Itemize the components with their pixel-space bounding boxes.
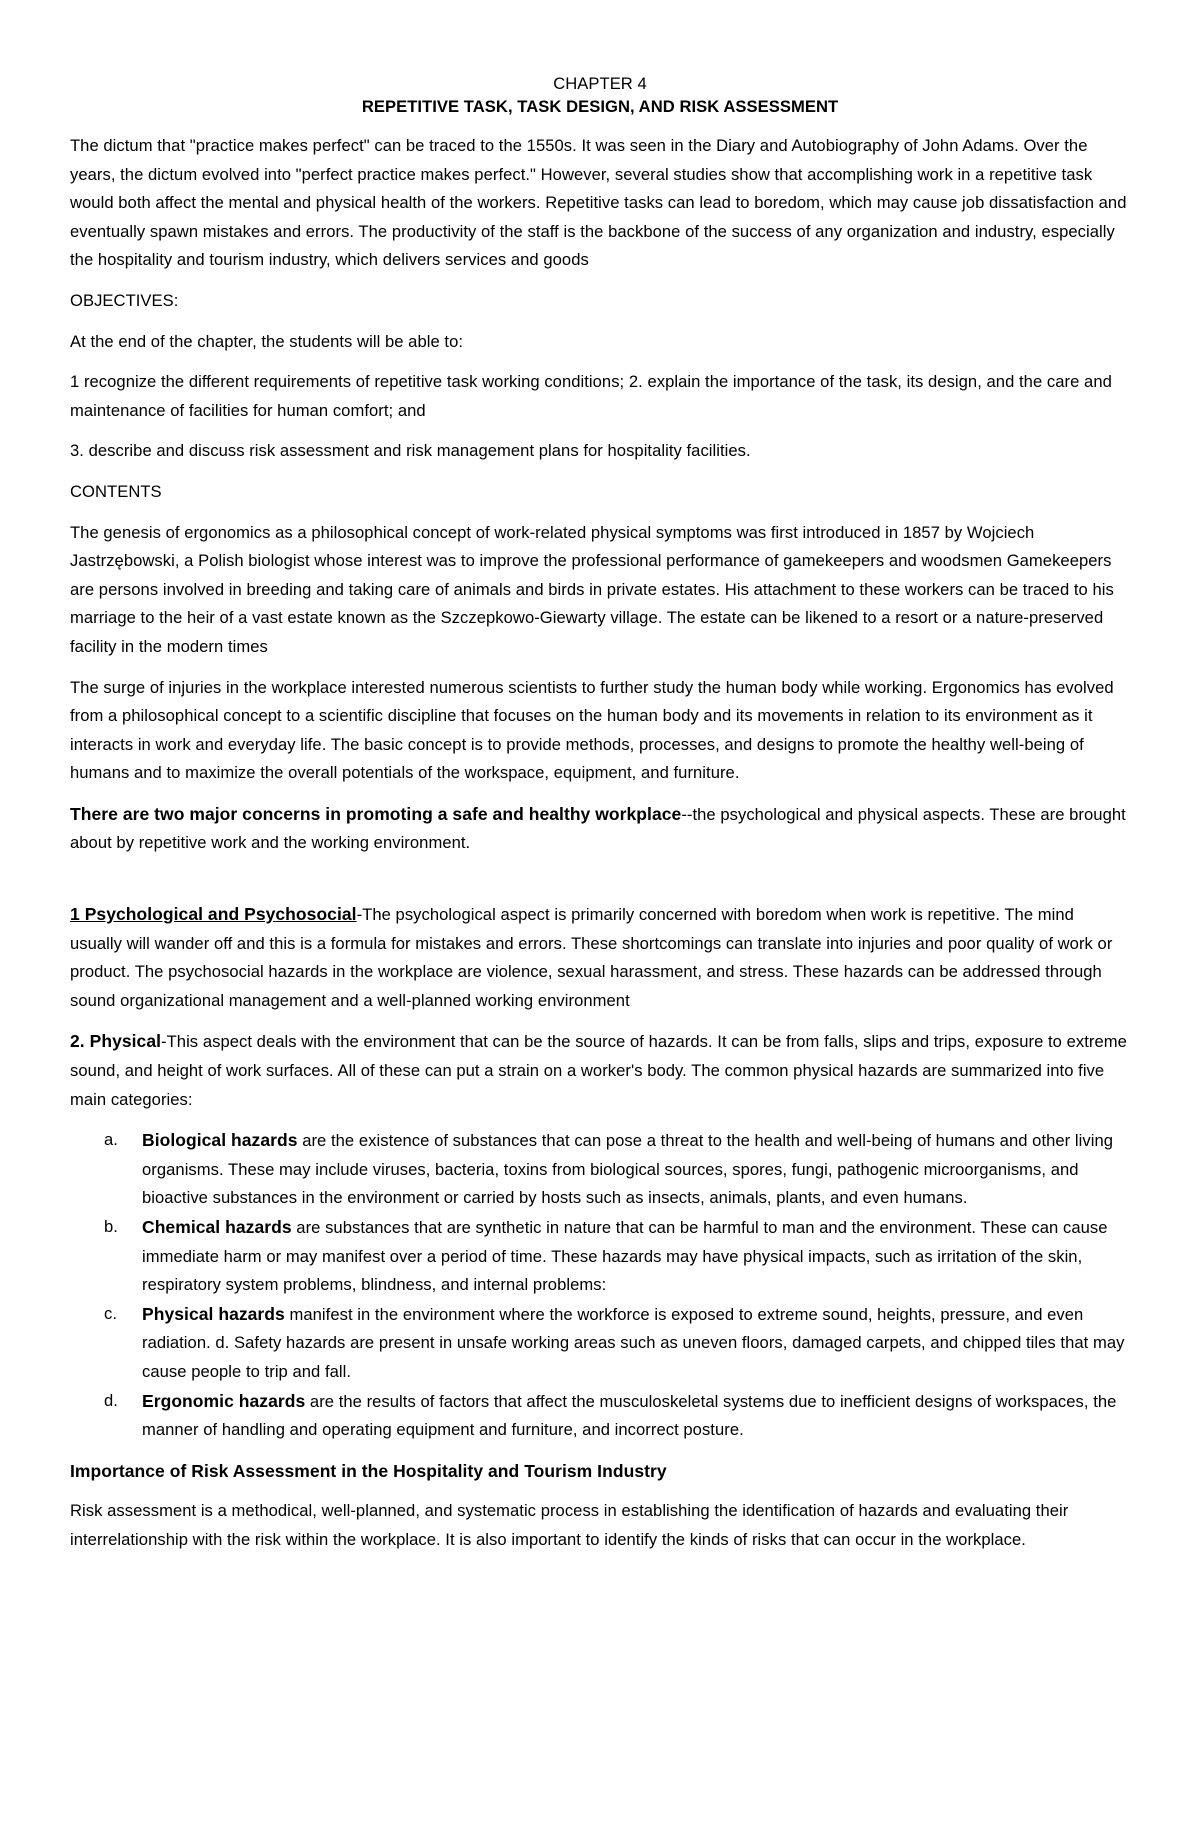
psychological-paragraph (70, 900, 1130, 1015)
concerns-lead: There are two major concerns in promoting a safe and healthy workplace (70, 803, 682, 824)
document-page (70, 74, 1130, 1567)
hazard-item-physical (104, 1300, 1130, 1387)
hazard-term: Chemical hazards (142, 1217, 292, 1237)
risk-heading: Importance of Risk Assessment in the Hospitality and Tourism Industry (70, 1460, 667, 1481)
list-marker: d. (104, 1390, 118, 1410)
hazard-list (70, 1126, 1130, 1445)
psychological-text: -The psychological aspect is primarily concerned with boredom when work is repetitive. The mind usually will wander off and this is a formula for mistakes and errors. These shortcomings can translate into injuries and poor quality of work or product. The psychosocial hazards in the workplace are violence, sexual harassment, and stress. These hazards can be addressed through sound organizational management and a well-planned working environment (70, 905, 1113, 1010)
chapter-label: CHAPTER 4 (553, 74, 647, 93)
chapter-title: REPETITIVE TASK, TASK DESIGN, AND RISK ASSESSMENT (361, 97, 839, 116)
concerns-text: --the psychological and physical aspects. These are brought about by repetitive work and the working environment. (70, 804, 1126, 853)
hazard-text: are the results of factors that affect the musculoskeletal systems due to inefficient designs of workspaces, the manner of handling and operating equipment and furniture, and incorrect posture. (142, 1391, 1117, 1440)
objectives-lead: At the end of the chapter, the students will be able to: (70, 331, 464, 351)
contents-paragraph-2: The surge of injuries in the workplace interested numerous scientists to further study the human body while working. Ergonomics has evolved from a philosophical concept to a scientific discipline that focuses on the human body and its movements in relation to its environment as it interacts in work and everyday life. The basic concept is to provide methods, processes, and designs to promote the healthy well-being of humans and to maximize the overall potentials of the workspace, equipment, and furniture. (70, 677, 1114, 783)
hazard-term: Ergonomic hazards (142, 1390, 306, 1411)
hazard-item-ergonomic (104, 1387, 1130, 1445)
hazard-term: Biological hazards (142, 1130, 298, 1151)
hazard-text: manifest in the environment where the workforce is exposed to extreme sound, heights, pressure, and even radiation. d. Safety hazards are present in unsafe working areas such as uneven floors, damaged carpets, and chipped tiles that may cause people to trip and fall. (142, 1304, 1125, 1381)
objective-item-1: 1 recognize the different requirements of repetitive task working conditions; 2. explain the importance of the task, its design, and the care and maintenance of facilities for human comfort; and (70, 372, 1112, 420)
physical-paragraph (70, 1027, 1130, 1114)
hazard-item-biological (104, 1126, 1130, 1213)
spacer (70, 870, 1130, 900)
intro-paragraph: The dictum that "practice makes perfect" can be traced to the 1550s. It was seen in the Diary and Autobiography of John Adams. Over the years, the dictum evolved into "perfect practice makes perfect." However, several studies show that accomplishing work in a repetitive task would both affect the mental and physical health of the workers. Repetitive tasks can lead to boredom, which may cause job dissatisfaction and eventually spawn mistakes and errors. The productivity of the staff is the backbone of the success of any organization and industry, especially the hospitality and tourism industry, which delivers services and goods (70, 136, 1127, 270)
hazard-text: are substances that are synthetic in nature that can be harmful to man and the environment. These can cause immediate harm or may manifest over a period of time. These hazards may have physical impacts, such as irritation of the skin, respiratory system problems, blindness, and internal problems: (142, 1218, 1108, 1295)
contents-label: CONTENTS (70, 481, 162, 501)
list-marker: a. (104, 1130, 118, 1150)
risk-paragraph: Risk assessment is a methodical, well-planned, and systematic process in establishing the identification of hazards and evaluating their interrelationship with the risk within the workplace. It is also important to identify the kinds of risks that can occur in the workplace. (70, 1501, 1069, 1549)
objectives-label: OBJECTIVES: (70, 290, 179, 310)
objective-item-3: 3. describe and discuss risk assessment and risk management plans for hospitality facilities. (70, 441, 751, 461)
psychological-heading: 1 Psychological and Psychosocial (70, 904, 357, 925)
list-marker: c. (104, 1303, 118, 1323)
hazard-term: Physical hazards (142, 1303, 285, 1324)
hazard-text: are the existence of substances that can pose a threat to the health and well-being of humans and other living organisms. These may include viruses, bacteria, toxins from biological sources, spores, fungi, pathogenic microorganisms, and bioactive substances in the environment or carried by hosts such as insects, animals, plants, and even humans. (142, 1131, 1114, 1208)
contents-paragraph-1: The genesis of ergonomics as a philosophical concept of work-related physical symptoms was first introduced in 1857 by Wojciech Jastrzębowski, a Polish biologist whose interest was to improve the professional performance of gamekeepers and woodsmen Gamekeepers are persons involved in breeding and taking care of animals and birds in private estates. His attachment to these workers can be traced to his marriage to the heir of a vast estate known as the Szczepkowo-Giewarty village. The estate can be likened to a resort or a nature-preserved facility in the modern times (70, 522, 1114, 656)
physical-heading: 2. Physical (70, 1031, 162, 1052)
physical-text: -This aspect deals with the environment that can be the source of hazards. It can be from falls, slips and trips, exposure to extreme sound, and height of work surfaces. All of these can put a strain on a worker's body. The common physical hazards are summarized into five main categories: (70, 1032, 1127, 1109)
concerns-paragraph (70, 800, 1130, 858)
list-marker: b. (104, 1217, 118, 1236)
hazard-item-chemical (104, 1213, 1130, 1300)
